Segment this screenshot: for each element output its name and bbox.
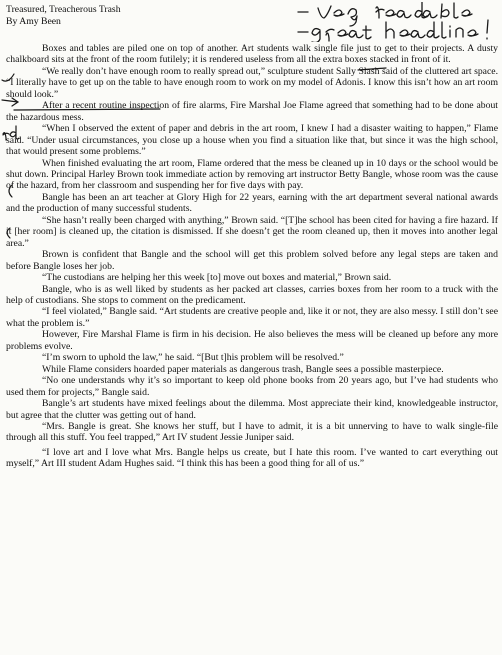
paragraph: “No one understands why it’s so important to keep old phone books from 20 years ago, but I’ve had students who used them for projects,” Bangle said. — [6, 375, 498, 398]
article-byline: By Amy Been — [6, 16, 61, 27]
paragraph: Brown is confident that Bangle and the school will get this problem solved before any legal steps are taken and before Bangle loses her job. — [6, 249, 498, 272]
paragraph: However, Fire Marshal Flame is firm in his decision. He also believes the mess will be cleaned up before any more problems evolve. — [6, 329, 498, 352]
paragraph: “We really don’t have enough room to really spread out,” sculpture student Sally Slash said of the cluttered art space. “I literally have to get up on the table to have enough room to work on my model of Adonis. I know this isn’t how an art room should look.” — [6, 65, 498, 100]
paragraph: “She hasn’t really been charged with anything,” Brown said. “[T]he school has been cited for having a fire hazard. If it [her room] is cleaned up, the citation is dismissed. If she doesn’t get the room cleaned up, then it moves into another legal area.” — [6, 214, 498, 249]
paragraph: Bangle has been an art teacher at Glory High for 22 years, earning with the art department several national awards and the production of many successful students. — [6, 191, 498, 215]
paragraph: While Flame considers hoarded paper materials as dangerous trash, Bangle sees a possible masterpiece. — [42, 363, 444, 375]
handwritten-notes — [296, 2, 500, 42]
paragraph: Boxes and tables are piled one on top of another. Art students walk single file just to get to their projects. A dusty chalkboard sits at the front of the room futilely; it is rendered useless from all the extra boxes stacked in front of it. — [6, 43, 498, 66]
paragraph: “I’m sworn to uphold the law,” he said. “[But t]his problem will be resolved.” — [42, 352, 344, 364]
paragraph: When finished evaluating the art room, Flame ordered that the mess be cleaned up in 10 days or the school would be shut down. Principal Harley Brown took immediate action by removing art instructor Betty Bangle, whose room was the cause of the hazard, from her classroom and suspending her for five days with pay. — [6, 157, 498, 192]
paragraph: After a recent routine inspection of fire alarms, Fire Marshal Joe Flame agreed that something had to be done about the hazardous mess. — [6, 100, 498, 123]
paragraph: Bangle’s art students have mixed feelings about the dilemma. Most appreciate their kind, knowledgeable instructor, but agree that the clutter was getting out of hand. — [6, 398, 498, 421]
paragraph: “When I observed the extent of paper and debris in the art room, I knew I had a disaster waiting to happen,” Flame said. “Under usual circumstances, you close up a house when you find a situation like that, but since it was the high school, that would present some problems.” — [6, 123, 498, 158]
article-header — [6, 4, 121, 28]
paragraph: “I feel violated,” Bangle said. “Art students are creative people and, like it or not, they are also messy. I still don’t see what the problem is.” — [6, 306, 498, 329]
paragraph: Bangle, who is as well liked by students as her packed art classes, carries boxes from her room to a truck with the help of custodians. She stops to comment on the predicament. — [6, 283, 498, 306]
article-body — [6, 43, 498, 470]
article-title: Treasured, Treacherous Trash — [6, 4, 121, 15]
paragraph: “Mrs. Bangle is great. She knows her stuff, but I have to admit, it is a bit unnerving to have to walk single-file through all this stuff. You feel trapped,” Art IV student Jessie Juniper said. — [6, 420, 498, 444]
paragraph: “The custodians are helping her this week [to] move out boxes and material,” Brown said. — [42, 272, 392, 284]
paragraph: “I love art and I love what Mrs. Bangle helps us create, but I hate this room. I’ve wanted to cart everything out myself,” Art III student Adam Hughes said. “I think this has been a good thing for all of us.” — [6, 446, 498, 470]
